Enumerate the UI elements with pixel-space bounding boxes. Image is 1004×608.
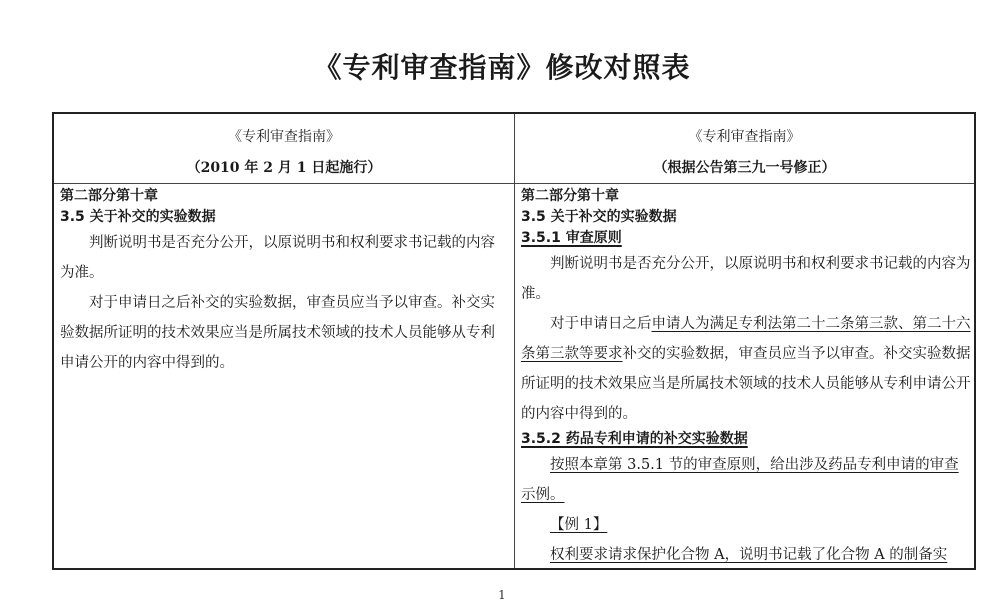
right-section-heading: 3.5 关于补交的实验数据 xyxy=(521,209,677,225)
page-number: 1 xyxy=(498,588,506,602)
right-part-heading: 第二部分第十章 xyxy=(521,188,619,204)
right-header-subtitle: （根据公告第三九一号修正） xyxy=(653,160,836,176)
right-paragraph-4: 权利要求请求保护化合物 A，说明书记载了化合物 A 的制备实 xyxy=(550,547,948,563)
left-header-title: 《专利审查指南》 xyxy=(228,129,340,145)
left-part-heading: 第二部分第十章 xyxy=(60,188,158,204)
right-paragraph-2 xyxy=(521,309,971,429)
right-paragraph-2-start: 对于申请日之后 xyxy=(550,316,652,332)
right-header-title: 《专利审查指南》 xyxy=(688,129,801,145)
right-paragraph-3: 按照本章第 3.5.1 节的审查原则，给出涉及药品专利申请的审查示例。 xyxy=(521,457,959,503)
right-example-label: 【例 1】 xyxy=(550,517,608,533)
right-paragraph-1: 判断说明书是否充分公开，以原说明书和权利要求书记载的内容为准。 xyxy=(521,256,971,302)
left-paragraph-2: 对于申请日之后补交的实验数据，审查员应当予以审查。补交实验数据所证明的技术效果应当是所属技术领域的技术人员能够从专利申请公开的内容中得到的。 xyxy=(60,295,495,371)
comparison-table xyxy=(52,112,976,570)
right-column-header xyxy=(515,114,974,183)
left-paragraph-1: 判断说明书是否充分公开，以原说明书和权利要求书记载的内容为准。 xyxy=(60,235,495,281)
left-section-heading: 3.5 关于补交的实验数据 xyxy=(60,209,216,225)
left-column-content xyxy=(60,186,508,378)
header-divider xyxy=(54,183,974,184)
right-subsection-2-heading: 3.5.2 药品专利申请的补交实验数据 xyxy=(521,431,748,447)
left-column-header xyxy=(54,114,514,183)
right-column-content xyxy=(521,186,971,570)
left-header-subtitle: （2010 年 2 月 1 日起施行） xyxy=(186,160,382,176)
right-paragraph-2-end: 补交的实验数据，审查员应当予以审查。补交实验数据所证明的技术效果应当是所属技术领域的技术人员能够从专利申请公开的内容中得到的。 xyxy=(521,346,971,422)
right-subsection-1-heading: 3.5.1 审查原则 xyxy=(521,230,622,246)
page-title: 《专利审查指南》修改对照表 xyxy=(313,51,691,84)
right-paragraph-2-amendment: 申请人为满足专利法第二十二条第三款、第二十六条第三款等要求 xyxy=(521,316,971,362)
